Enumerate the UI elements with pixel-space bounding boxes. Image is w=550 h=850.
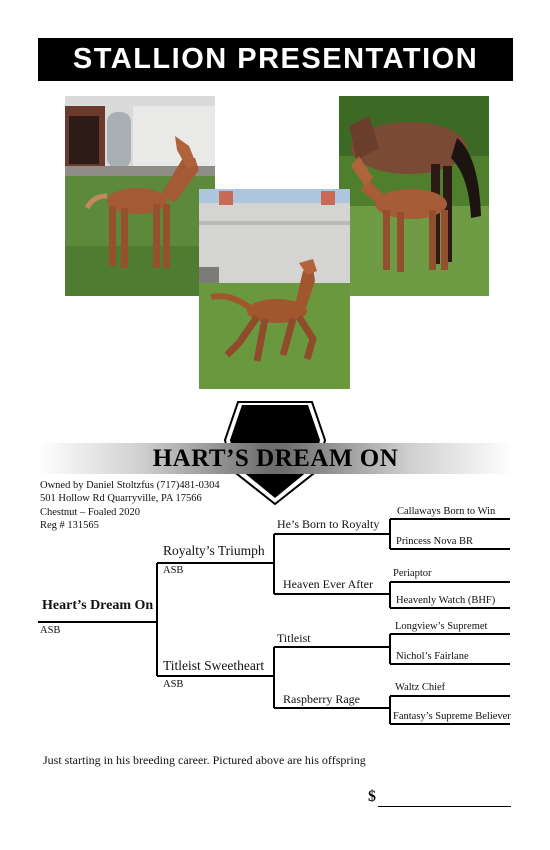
owner-info (40, 479, 220, 532)
dam-breed: ASB (163, 679, 184, 690)
color-foaled-line: Chestnut – Foaled 2020 (40, 506, 141, 518)
ancestor-7: Waltz Chief (395, 682, 446, 693)
offspring-photo-right (339, 96, 489, 296)
ancestor-4: Heavenly Watch (BHF) (396, 595, 496, 606)
dam-dam: Raspberry Rage (283, 692, 360, 706)
sire-dam: Heaven Ever After (283, 577, 373, 591)
price-symbol: $ (368, 788, 376, 805)
price-blank-line (378, 806, 511, 807)
offspring-photo-left (65, 96, 215, 296)
page-title: STALLION PRESENTATION (72, 43, 479, 75)
ancestor-6: Nichol’s Fairlane (396, 651, 469, 662)
ancestor-8: Fantasy’s Supreme Believer (393, 711, 511, 722)
pedigree-subject: Heart’s Dream On (42, 598, 154, 613)
pedigree-sire: Royalty’s Triumph (163, 543, 265, 558)
dam-sire: Titleist (277, 631, 311, 645)
horse-name: HART’S DREAM ON (152, 445, 399, 472)
pedigree-dam: Titleist Sweetheart (163, 658, 265, 673)
owner-line: Owned by Daniel Stoltzfus (717)481-0304 (40, 480, 220, 491)
description-note: Just starting in his breeding career. Pictured above are his offspring (43, 753, 366, 767)
address-line: 501 Hollow Rd Quarryville, PA 17566 (40, 493, 202, 505)
offspring-photo-center (199, 189, 350, 389)
ancestor-3: Periaptor (393, 568, 432, 579)
ancestor-1: Callaways Born to Win (397, 506, 496, 517)
ancestor-5: Longview’s Supremet (395, 621, 488, 632)
badge-letter: A (266, 410, 284, 436)
ancestor-2: Princess Nova BR (396, 536, 473, 547)
sire-sire: He’s Born to Royalty (277, 517, 380, 531)
sire-breed: ASB (163, 565, 184, 576)
subject-breed: ASB (40, 625, 61, 636)
registration-line: Reg # 131565 (40, 519, 99, 531)
title-banner (38, 38, 513, 81)
